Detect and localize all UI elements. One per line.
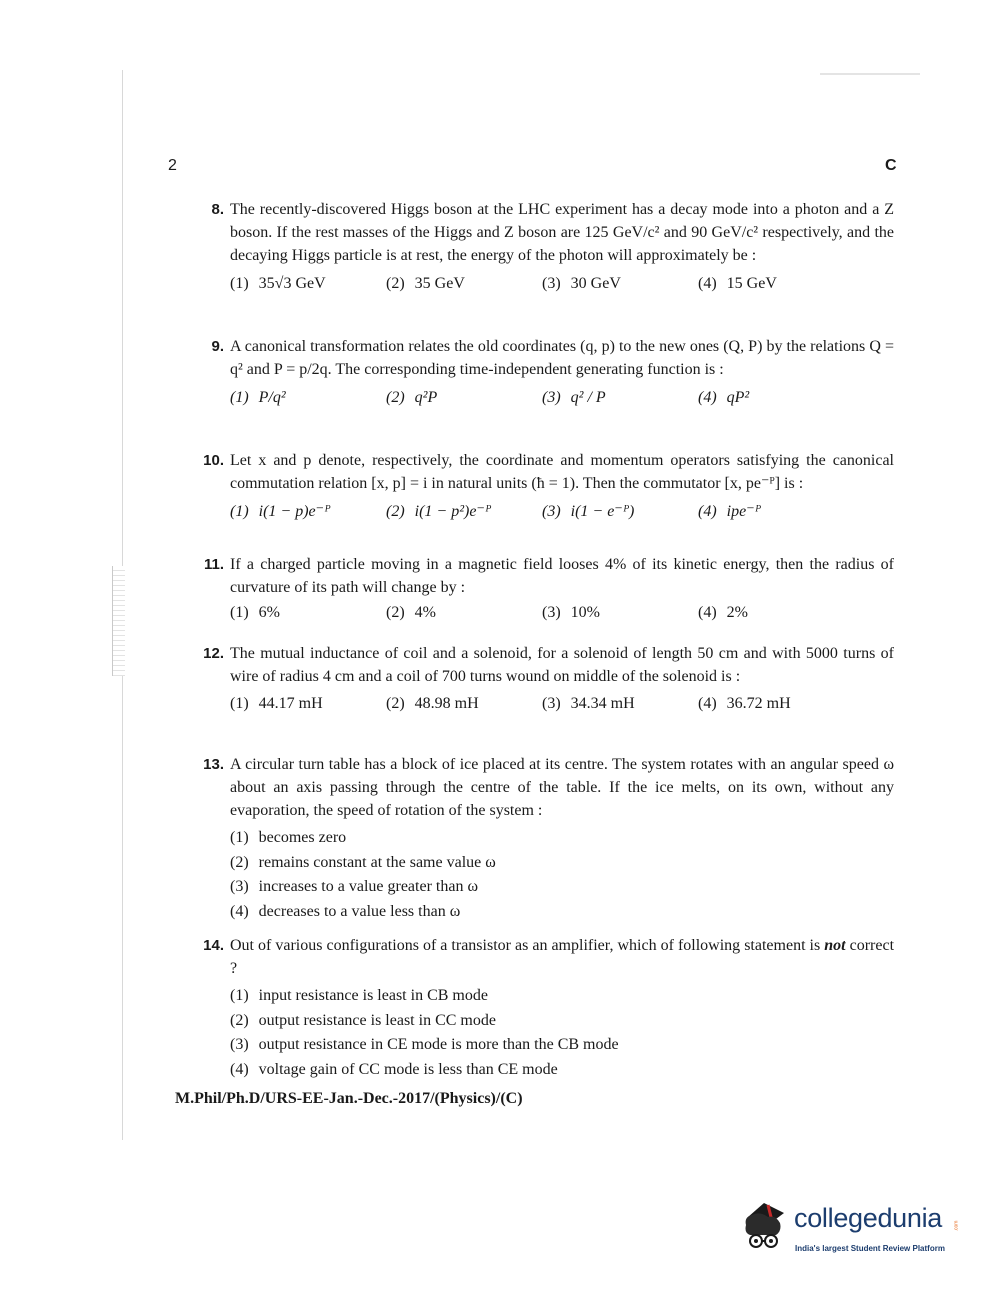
question-text: The recently-discovered Higgs boson at the LHC experiment has a decay mode into a photon and a Z boson. If the rest masses of the Higgs and Z boson are 125 GeV/c² and 90 GeV/c² respectively, and the decaying Higgs particle is at rest, the energy of the photon will approximately be : — [230, 201, 894, 264]
question-14 — [188, 934, 894, 1082]
option: (1) i(1 − p)e⁻ᴾ — [230, 503, 331, 520]
scan-top-rule — [820, 73, 920, 75]
option: (4) 36.72 mH — [698, 695, 791, 712]
collegedunia-watermark — [738, 1195, 960, 1265]
options-row — [230, 386, 894, 409]
option: (3) increases to a value greater than ω — [230, 878, 478, 896]
option: (2) 35 GeV — [386, 275, 465, 292]
option: (3) 34.34 mH — [542, 695, 635, 712]
question-number: 8. — [211, 201, 224, 218]
options-row — [230, 272, 894, 295]
scan-margin-mark — [112, 566, 125, 676]
question-10 — [188, 449, 894, 523]
option: (3) i(1 − e⁻ᴾ) — [542, 503, 635, 520]
option: (4) voltage gain of CC mode is less than CE mode — [230, 1060, 558, 1078]
question-number: 14. — [203, 937, 224, 954]
option: (4) qP² — [698, 389, 750, 406]
options-list — [230, 826, 894, 924]
option: (4) 2% — [698, 604, 748, 621]
question-text: If a charged particle moving in a magnetic field looses 4% of its kinetic energy, then the radius of curvature of its path will change by : — [230, 556, 894, 596]
option: (1) becomes zero — [230, 829, 347, 846]
option: (1) 6% — [230, 604, 280, 621]
question-text: A canonical transformation relates the old coordinates (q, p) to the new ones (Q, P) by the relations Q = q² and P = p/2q. The corresponding time-independent generating function is : — [230, 338, 894, 378]
question-12 — [188, 642, 894, 715]
option: (2) 48.98 mH — [386, 695, 479, 712]
question-text: A circular turn table has a block of ice placed at its centre. The system rotates with an angular speed ω about an axis passing through the centre of the table. If the ice melts, on its own, without any evaporation, the speed of rotation of the system : — [230, 756, 894, 819]
option: (4) ipe⁻ᴾ — [698, 503, 761, 520]
question-number: 9. — [211, 338, 224, 355]
series-code: C — [885, 157, 897, 174]
brand-tagline: India's largest Student Review Platform — [795, 1244, 945, 1253]
option: (2) output resistance is least in CC mode — [230, 1011, 496, 1029]
options-list — [230, 984, 894, 1082]
brand-name: collegedunia — [794, 1203, 943, 1233]
option: (3) 30 GeV — [542, 275, 621, 292]
option: (2) i(1 − p²)e⁻ᴾ — [386, 503, 492, 520]
page-number: 2 — [168, 157, 177, 174]
question-number: 12. — [203, 645, 224, 662]
question-text: Let x and p denote, respectively, the coordinate and momentum operators satisfying the canonical commutation relation [x, p] = i in natural units (ħ = 1). Then the commutator [x, pe⁻ᴾ] is : — [230, 452, 894, 492]
option: (1) 44.17 mH — [230, 695, 323, 712]
question-text: Out of various configurations of a transistor as an amplifier, which of following statement is not correct ? — [230, 937, 895, 977]
student-mascot-icon — [738, 1195, 794, 1255]
option: (3) output resistance in CE mode is more than the CB mode — [230, 1036, 619, 1054]
emphasis-not: not — [824, 937, 846, 954]
option: (1) P/q² — [230, 389, 286, 406]
option: (2) q²P — [386, 389, 438, 406]
option: (1) input resistance is least in CB mode — [230, 987, 488, 1004]
question-number: 11. — [203, 556, 224, 573]
question-13 — [188, 753, 894, 924]
question-8 — [188, 198, 894, 295]
option: (2) 4% — [386, 604, 436, 621]
options-row — [230, 500, 894, 523]
brand-suffix: .com — [953, 1220, 960, 1232]
option: (2) remains constant at the same value ω — [230, 853, 496, 871]
option: (3) 10% — [542, 604, 600, 621]
options-row — [230, 692, 894, 715]
option: (4) decreases to a value less than ω — [230, 902, 461, 920]
question-number: 10. — [203, 452, 224, 469]
option: (1) 35√3 GeV — [230, 275, 326, 292]
question-text: The mutual inductance of coil and a solenoid, for a solenoid of length 50 cm and with 5000 turns of wire of radius 4 cm and a coil of 700 turns wound on middle of the solenoid is : — [230, 645, 894, 685]
options-row — [230, 601, 894, 624]
paper-code-footer: M.Phil/Ph.D/URS-EE-Jan.-Dec.-2017/(Physics)/(C) — [175, 1090, 523, 1107]
question-9 — [188, 335, 894, 409]
option: (3) q² / P — [542, 389, 606, 406]
question-11 — [188, 553, 894, 624]
option: (4) 15 GeV — [698, 275, 777, 292]
question-number: 13. — [203, 756, 224, 773]
